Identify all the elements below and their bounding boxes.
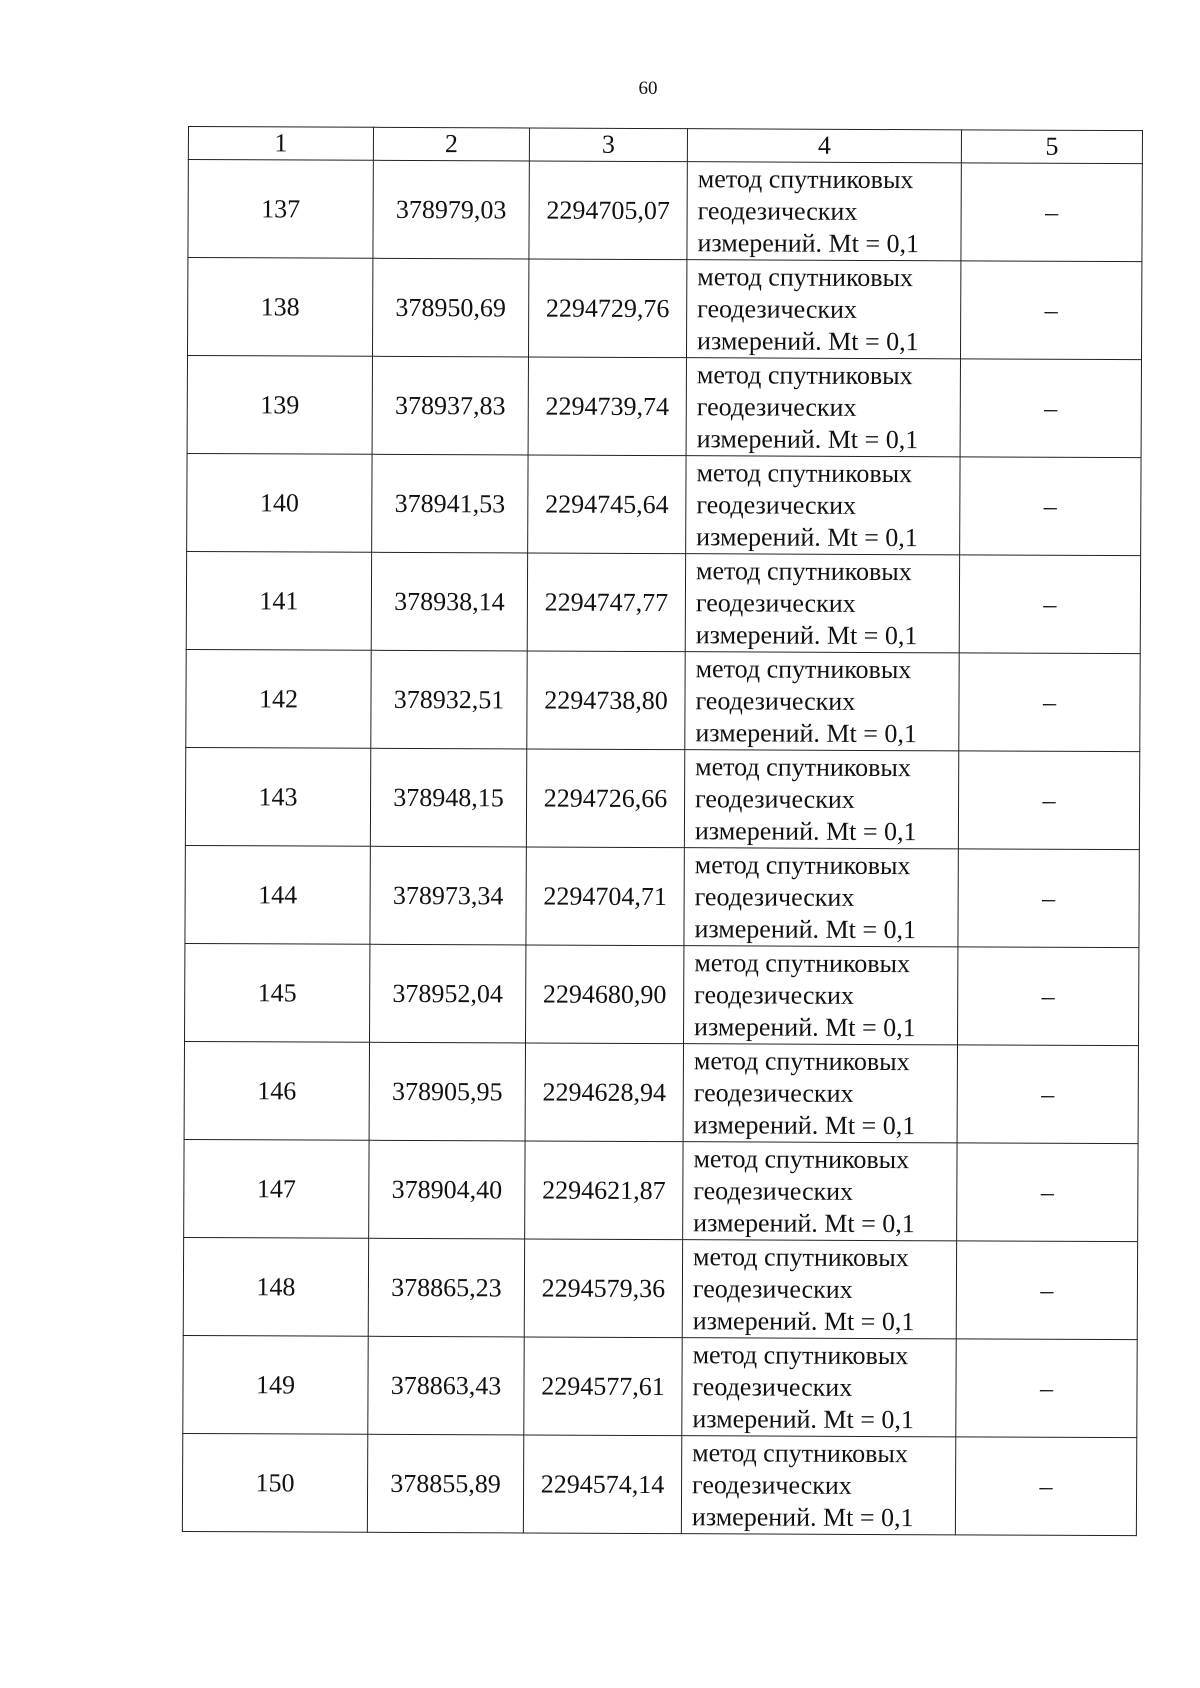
y-coordinate-cell: 2294705,07 bbox=[529, 161, 687, 260]
method-line: геодезических bbox=[695, 587, 856, 618]
table-row bbox=[185, 845, 1139, 947]
method-line: метод спутниковых bbox=[697, 163, 914, 194]
method-line: метод спутниковых bbox=[692, 1437, 908, 1468]
method-line: метод спутниковых bbox=[693, 1143, 910, 1174]
table-row bbox=[188, 160, 1142, 262]
method-line: метод спутниковых bbox=[694, 947, 911, 978]
x-coordinate-cell: 378904,40 bbox=[369, 1140, 525, 1239]
x-coordinate-cell: 378905,95 bbox=[369, 1042, 525, 1141]
note-cell: – bbox=[960, 261, 1141, 360]
x-coordinate-cell: 378863,43 bbox=[368, 1336, 524, 1435]
x-coordinate-cell: 378973,34 bbox=[370, 846, 526, 945]
table-row bbox=[183, 1335, 1137, 1437]
table-row bbox=[183, 1237, 1137, 1339]
method-line: измерений. Mt = 0,1 bbox=[694, 913, 917, 944]
page-number: 60 bbox=[638, 78, 658, 99]
table-body bbox=[182, 160, 1142, 1536]
method-line: измерений. Mt = 0,1 bbox=[697, 325, 919, 356]
point-number-cell: 144 bbox=[185, 845, 370, 944]
method-line: измерений. Mt = 0,1 bbox=[694, 1011, 916, 1042]
method-line: геодезических bbox=[695, 783, 855, 814]
table-row bbox=[182, 1433, 1136, 1535]
note-cell: – bbox=[959, 653, 1140, 752]
x-coordinate-cell: 378855,89 bbox=[367, 1434, 523, 1533]
point-number-cell: 137 bbox=[188, 160, 373, 259]
method-line: измерений. Mt = 0,1 bbox=[693, 1109, 916, 1140]
note-cell: – bbox=[956, 1339, 1137, 1438]
point-number-cell: 142 bbox=[186, 649, 371, 748]
point-number-cell: 147 bbox=[184, 1139, 369, 1238]
method-line: метод спутниковых bbox=[696, 359, 913, 390]
method-line: измерений. Mt = 0,1 bbox=[697, 227, 920, 258]
method-line: метод спутниковых bbox=[696, 555, 912, 586]
method-line: геодезических bbox=[696, 489, 857, 520]
method-line: геодезических bbox=[693, 1175, 854, 1206]
method-line: метод спутниковых bbox=[694, 849, 911, 880]
method-line: геодезических bbox=[697, 195, 858, 226]
method-cell bbox=[686, 358, 960, 457]
y-coordinate-cell: 2294574,14 bbox=[523, 1435, 681, 1534]
y-coordinate-cell: 2294739,74 bbox=[528, 357, 686, 456]
table-row bbox=[184, 1041, 1138, 1143]
method-line: геодезических bbox=[694, 881, 855, 912]
y-coordinate-cell: 2294726,66 bbox=[526, 749, 684, 848]
coordinates-table bbox=[182, 126, 1143, 1536]
y-coordinate-cell: 2294745,64 bbox=[528, 455, 686, 554]
method-line: измерений. Mt = 0,1 bbox=[695, 619, 918, 650]
method-cell bbox=[683, 1142, 957, 1241]
note-cell: – bbox=[956, 1241, 1137, 1340]
method-line: метод спутниковых bbox=[696, 457, 913, 488]
header-cell-4: 4 bbox=[687, 129, 961, 163]
method-line: геодезических bbox=[692, 1469, 852, 1500]
x-coordinate-cell: 378865,23 bbox=[368, 1238, 524, 1337]
x-coordinate-cell: 378948,15 bbox=[370, 748, 526, 847]
method-line: метод спутниковых bbox=[693, 1045, 910, 1076]
header-cell-1: 1 bbox=[188, 127, 373, 161]
note-cell: – bbox=[958, 751, 1139, 850]
x-coordinate-cell: 378952,04 bbox=[370, 944, 526, 1043]
x-coordinate-cell: 378932,51 bbox=[371, 650, 527, 749]
method-cell bbox=[685, 554, 959, 653]
y-coordinate-cell: 2294577,61 bbox=[524, 1337, 682, 1436]
point-number-cell: 143 bbox=[185, 747, 370, 846]
method-cell bbox=[685, 652, 959, 751]
method-cell bbox=[684, 848, 958, 947]
method-line: метод спутниковых bbox=[695, 751, 911, 782]
method-cell bbox=[684, 750, 958, 849]
header-row bbox=[188, 127, 1142, 164]
method-line: измерений. Mt = 0,1 bbox=[696, 423, 919, 454]
y-coordinate-cell: 2294579,36 bbox=[524, 1239, 682, 1338]
method-cell bbox=[684, 946, 958, 1045]
table-row bbox=[184, 1139, 1138, 1241]
x-coordinate-cell: 378938,14 bbox=[371, 552, 527, 651]
note-cell: – bbox=[957, 1143, 1138, 1242]
note-cell: – bbox=[957, 1045, 1138, 1144]
method-cell bbox=[682, 1338, 956, 1437]
method-line: геодезических bbox=[695, 685, 856, 716]
method-cell bbox=[681, 1436, 955, 1535]
table-row bbox=[187, 356, 1141, 458]
method-line: измерений. Mt = 0,1 bbox=[694, 815, 917, 846]
point-number-cell: 145 bbox=[185, 943, 370, 1042]
y-coordinate-cell: 2294747,77 bbox=[527, 553, 685, 652]
point-number-cell: 149 bbox=[183, 1335, 368, 1434]
method-line: метод спутниковых bbox=[695, 653, 912, 684]
y-coordinate-cell: 2294621,87 bbox=[525, 1141, 683, 1240]
table-row bbox=[187, 453, 1141, 555]
method-line: измерений. Mt = 0,1 bbox=[692, 1403, 915, 1434]
header-cell-2: 2 bbox=[373, 127, 529, 161]
x-coordinate-cell: 378950,69 bbox=[372, 258, 528, 357]
note-cell: – bbox=[960, 359, 1141, 458]
point-number-cell: 141 bbox=[186, 551, 371, 650]
point-number-cell: 139 bbox=[187, 356, 372, 455]
table-row bbox=[185, 943, 1139, 1045]
method-cell bbox=[686, 456, 960, 555]
y-coordinate-cell: 2294680,90 bbox=[526, 945, 684, 1044]
method-line: геодезических bbox=[693, 1077, 854, 1108]
table-row bbox=[186, 649, 1140, 751]
method-line: измерений. Mt = 0,1 bbox=[693, 1207, 915, 1238]
point-number-cell: 140 bbox=[187, 453, 372, 552]
method-cell bbox=[682, 1240, 956, 1339]
method-line: геодезических bbox=[694, 979, 855, 1010]
x-coordinate-cell: 378979,03 bbox=[373, 160, 529, 259]
table-row bbox=[186, 551, 1140, 653]
point-number-cell: 146 bbox=[184, 1041, 369, 1140]
method-line: измерений. Mt = 0,1 bbox=[696, 521, 918, 552]
y-coordinate-cell: 2294729,76 bbox=[528, 259, 686, 358]
header-cell-5: 5 bbox=[961, 130, 1142, 164]
note-cell: – bbox=[961, 163, 1142, 262]
note-cell: – bbox=[955, 1437, 1136, 1536]
y-coordinate-cell: 2294628,94 bbox=[525, 1043, 683, 1142]
method-line: геодезических bbox=[697, 293, 858, 324]
point-number-cell: 150 bbox=[182, 1433, 367, 1532]
method-cell bbox=[686, 260, 960, 359]
point-number-cell: 138 bbox=[187, 258, 372, 357]
method-line: метод спутниковых bbox=[692, 1339, 909, 1370]
table-row bbox=[185, 747, 1139, 849]
method-line: геодезических bbox=[696, 391, 857, 422]
x-coordinate-cell: 378941,53 bbox=[372, 454, 528, 553]
method-line: измерений. Mt = 0,1 bbox=[692, 1305, 915, 1336]
note-cell: – bbox=[960, 457, 1141, 556]
y-coordinate-cell: 2294738,80 bbox=[527, 651, 685, 750]
note-cell: – bbox=[959, 555, 1140, 654]
method-line: метод спутниковых bbox=[697, 261, 914, 292]
header-cell-3: 3 bbox=[529, 128, 687, 162]
method-line: геодезических bbox=[692, 1371, 853, 1402]
note-cell: – bbox=[958, 849, 1139, 948]
method-line: измерений. Mt = 0,1 bbox=[695, 717, 918, 748]
method-cell bbox=[683, 1044, 957, 1143]
method-line: геодезических bbox=[692, 1273, 853, 1304]
x-coordinate-cell: 378937,83 bbox=[372, 356, 528, 455]
point-number-cell: 148 bbox=[183, 1237, 368, 1336]
method-line: измерений. Mt = 0,1 bbox=[691, 1501, 914, 1532]
y-coordinate-cell: 2294704,71 bbox=[526, 847, 684, 946]
method-cell bbox=[687, 162, 961, 261]
note-cell: – bbox=[957, 947, 1138, 1046]
table-row bbox=[187, 258, 1141, 360]
method-line: метод спутниковых bbox=[693, 1241, 909, 1272]
